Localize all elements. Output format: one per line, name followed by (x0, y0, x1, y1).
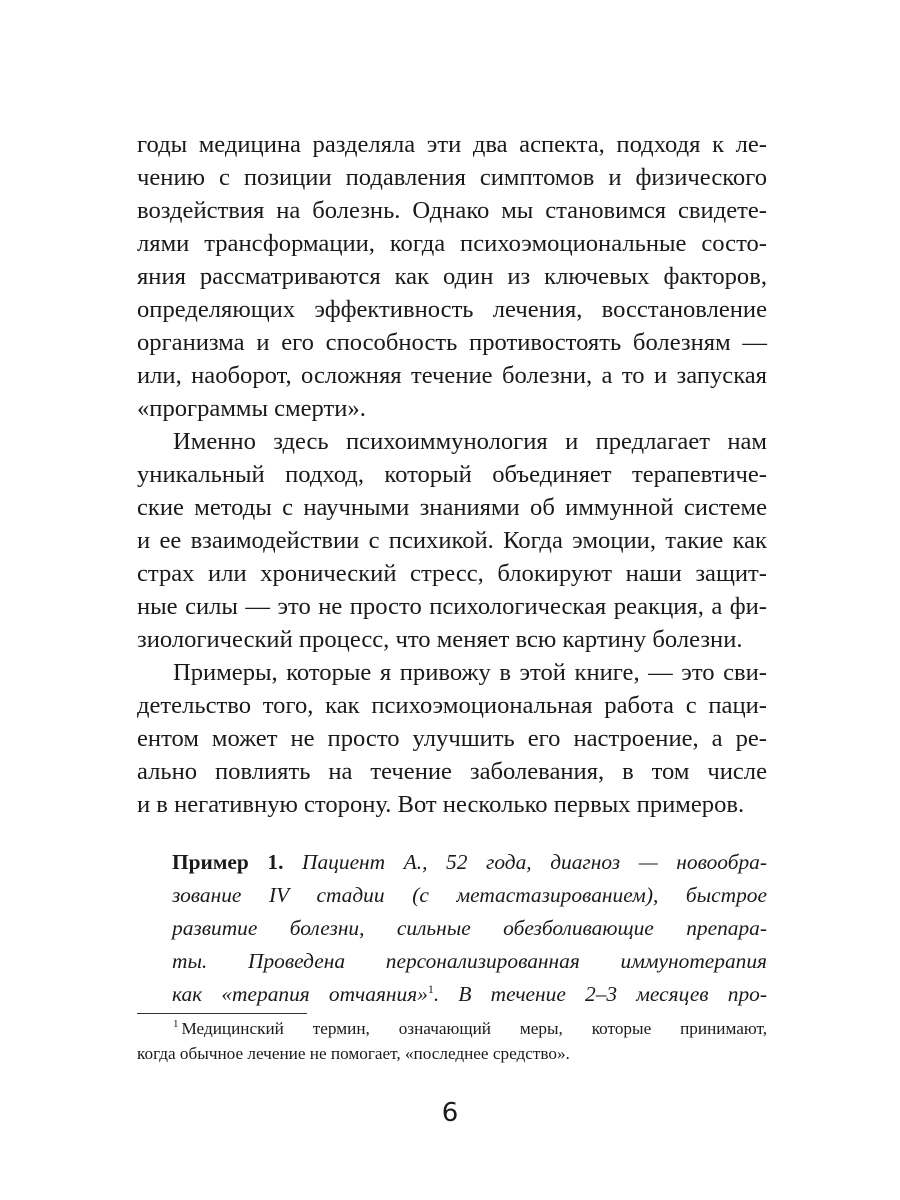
text-line: зиологический процесс, что меняет всю картину болезни. (137, 626, 743, 653)
example-text: Пациент А., 52 года, диагноз — новообра- (302, 850, 767, 874)
example-line (172, 978, 767, 1011)
example-line: ты. Проведена персонализированная иммунотерапия (172, 949, 767, 973)
footnote-mark: 1 (173, 1018, 179, 1031)
text-line: уникальный подход, который объединяет терапевтиче- (137, 461, 767, 488)
page-number: 6 (441, 1098, 459, 1128)
text-line: ские методы с научными знаниями об иммунной системе (137, 494, 767, 521)
text-line: Именно здесь психоиммунология и предлагает нам (173, 428, 767, 455)
text-line: страх или хронический стресс, блокируют наши защит- (137, 560, 767, 587)
text-line: или, наоборот, осложняя течение болезни, а то и запуская (137, 362, 767, 389)
text-line: «программы смерти». (137, 395, 366, 422)
text-line: ентом может не просто улучшить его настроение, а ре- (137, 725, 767, 752)
text-line: Примеры, которые я привожу в этой книге, — это сви- (173, 659, 767, 686)
example-text: как «терапия отчаяния» (172, 982, 428, 1006)
text-line: ные силы — это не просто психологическая реакция, а фи- (137, 593, 767, 620)
text-line: и в негативную сторону. Вот несколько первых примеров. (137, 791, 745, 818)
text-line: воздействия на болезнь. Однако мы становимся свидете- (137, 197, 767, 224)
text-line: лями трансформации, когда психоэмоциональные состо- (137, 230, 767, 257)
example-line: зование IV стадии (с метастазированием), быстрое (172, 883, 767, 907)
text-line: определяющих эффективность лечения, восстановление (137, 296, 767, 323)
example-text: . В течение 2–3 месяцев про- (433, 982, 767, 1006)
footnote (137, 1016, 767, 1066)
footnote-divider (137, 1013, 307, 1014)
example-label: Пример 1. (172, 850, 284, 874)
text-line: организма и его способность противостоять болезням — (137, 329, 767, 356)
example-block (172, 846, 767, 1011)
footnote-text: Медицинский термин, означающий меры, которые принимают, (181, 1019, 767, 1038)
example-line (172, 846, 767, 879)
body-text (137, 128, 767, 821)
text-line: ально повлиять на течение заболевания, в том числе (137, 758, 767, 785)
text-line: и ее взаимодействии с психикой. Когда эмоции, такие как (137, 527, 767, 554)
text-line: яния рассматриваются как один из ключевых факторов, (137, 263, 767, 290)
footnote-line: когда обычное лечение не помогает, «последнее средство». (137, 1044, 570, 1063)
footnote-reference[interactable]: 1 (427, 981, 434, 996)
text-line: годы медицина разделяла эти два аспекта, подходя к ле- (137, 131, 767, 158)
example-line: развитие болезни, сильные обезболивающие препара- (172, 916, 767, 940)
text-line: детельство того, как психоэмоциональная работа с паци- (137, 692, 767, 719)
text-line: чению с позиции подавления симптомов и физического (137, 164, 767, 191)
footnote-line (137, 1016, 767, 1041)
